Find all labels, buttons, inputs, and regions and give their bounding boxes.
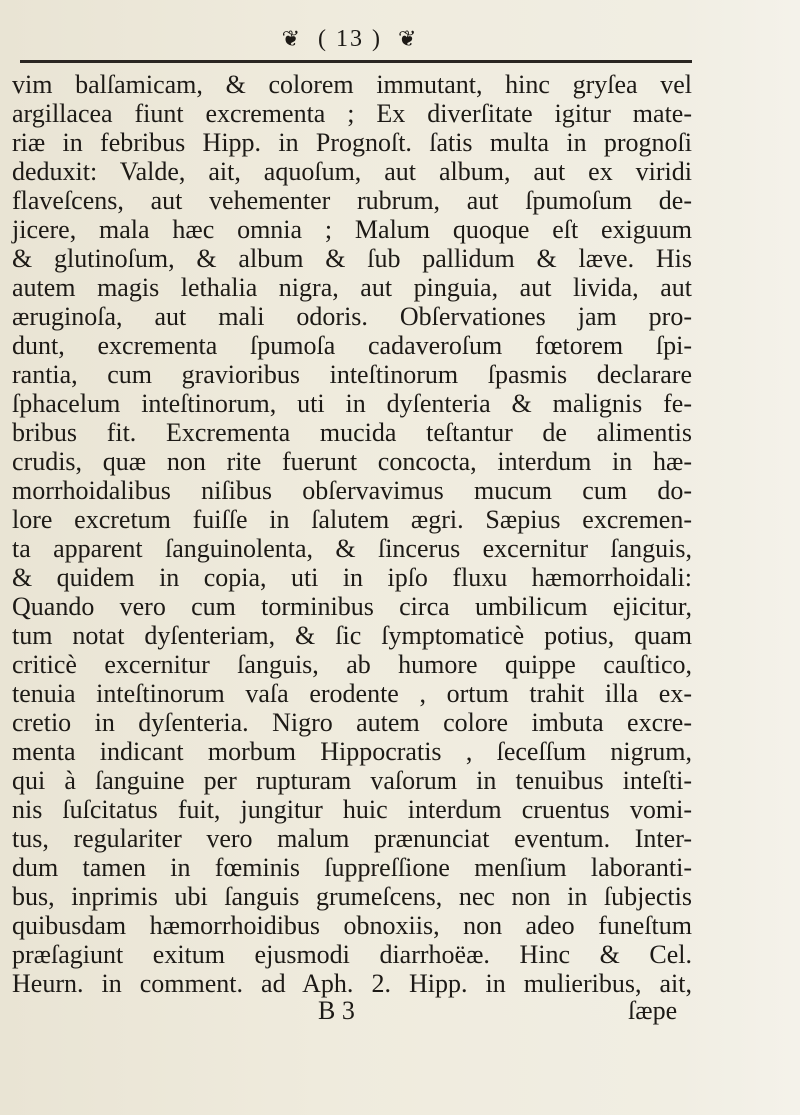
text-line: dum tamen in fœminis ſuppreſſione menſium laboranti- (12, 853, 692, 882)
text-line: vim balſamicam, & colorem immutant, hinc gryſea vel (12, 70, 692, 99)
text-line: ſphacelum inteſtinorum, uti in dyſenteria & malignis fe- (12, 389, 692, 418)
ornament-right-icon: ❦ (397, 26, 419, 51)
text-line: Heurn. in comment. ad Aph. 2. Hipp. in mulieribus, ait, (12, 969, 692, 998)
text-line: deduxit: Valde, ait, aquoſum, aut album, aut ex viridi (12, 157, 692, 186)
text-line: & glutinoſum, & album & ſub pallidum & læve. His (12, 244, 692, 273)
page-body-text (12, 70, 692, 998)
text-line: tenuia inteſtinorum vaſa erodente , ortum trahit illa ex- (12, 679, 692, 708)
text-line: flaveſcens, aut vehementer rubrum, aut ſpumoſum de- (12, 186, 692, 215)
text-line: crudis, quæ non rite fuerunt concocta, interdum in hæ- (12, 447, 692, 476)
text-line: argillacea fiunt excrementa ; Ex diverſitate igitur mate- (12, 99, 692, 128)
text-line: rantia, cum gravioribus inteſtinorum ſpasmis declarare (12, 360, 692, 389)
text-line: tum notat dyſenteriam, & ſic ſymptomaticè potius, quam (12, 621, 692, 650)
text-line: criticè excernitur ſanguis, ab humore quippe cauſtico, (12, 650, 692, 679)
page-footer (0, 996, 700, 1026)
page-number: ( 13 ) (318, 26, 382, 52)
text-line: autem magis lethalia nigra, aut pinguia, aut livida, aut (12, 273, 692, 302)
text-line: & quidem in copia, uti in ipſo fluxu hæmorrhoidali: (12, 563, 692, 592)
signature-mark: B 3 (318, 996, 355, 1025)
running-header (0, 26, 700, 53)
text-line: ta apparent ſanguinolenta, & ſincerus excernitur ſanguis, (12, 534, 692, 563)
text-line: morrhoidalibus niſibus obſervavimus mucum cum do- (12, 476, 692, 505)
text-line: Quando vero cum torminibus circa umbilicum ejicitur, (12, 592, 692, 621)
text-line: riæ in febribus Hipp. in Prognoſt. ſatis multa in prognoſi (12, 128, 692, 157)
text-line: bus, inprimis ubi ſanguis grumeſcens, nec non in ſubjectis (12, 882, 692, 911)
text-line: præſagiunt exitum ejusmodi diarrhoëæ. Hinc & Cel. (12, 940, 692, 969)
text-line: bribus fit. Excrementa mucida teſtantur de alimentis (12, 418, 692, 447)
text-line: dunt, excrementa ſpumoſa cadaveroſum fœtorem ſpi- (12, 331, 692, 360)
catchword: ſæpe (628, 996, 678, 1025)
text-line: qui à ſanguine per rupturam vaſorum in tenuibus inteſti- (12, 766, 692, 795)
text-line: quibusdam hæmorrhoidibus obnoxiis, non adeo funeſtum (12, 911, 692, 940)
ornament-left-icon: ❦ (281, 26, 302, 51)
header-rule (20, 60, 692, 63)
text-line: menta indicant morbum Hippocratis , ſeceſſum nigrum, (12, 737, 692, 766)
text-line: cretio in dyſenteria. Nigro autem colore imbuta excre- (12, 708, 692, 737)
text-line: tus, regulariter vero malum prænunciat eventum. Inter- (12, 824, 692, 853)
text-line: jicere, mala hæc omnia ; Malum quoque eſt exiguum (12, 215, 692, 244)
text-line: æruginoſa, aut mali odoris. Obſervationes jam pro- (12, 302, 692, 331)
text-line: nis ſuſcitatus fuit, jungitur huic interdum cruentus vomi- (12, 795, 692, 824)
text-line: lore excretum fuiſſe in ſalutem ægri. Sæpius excremen- (12, 505, 692, 534)
